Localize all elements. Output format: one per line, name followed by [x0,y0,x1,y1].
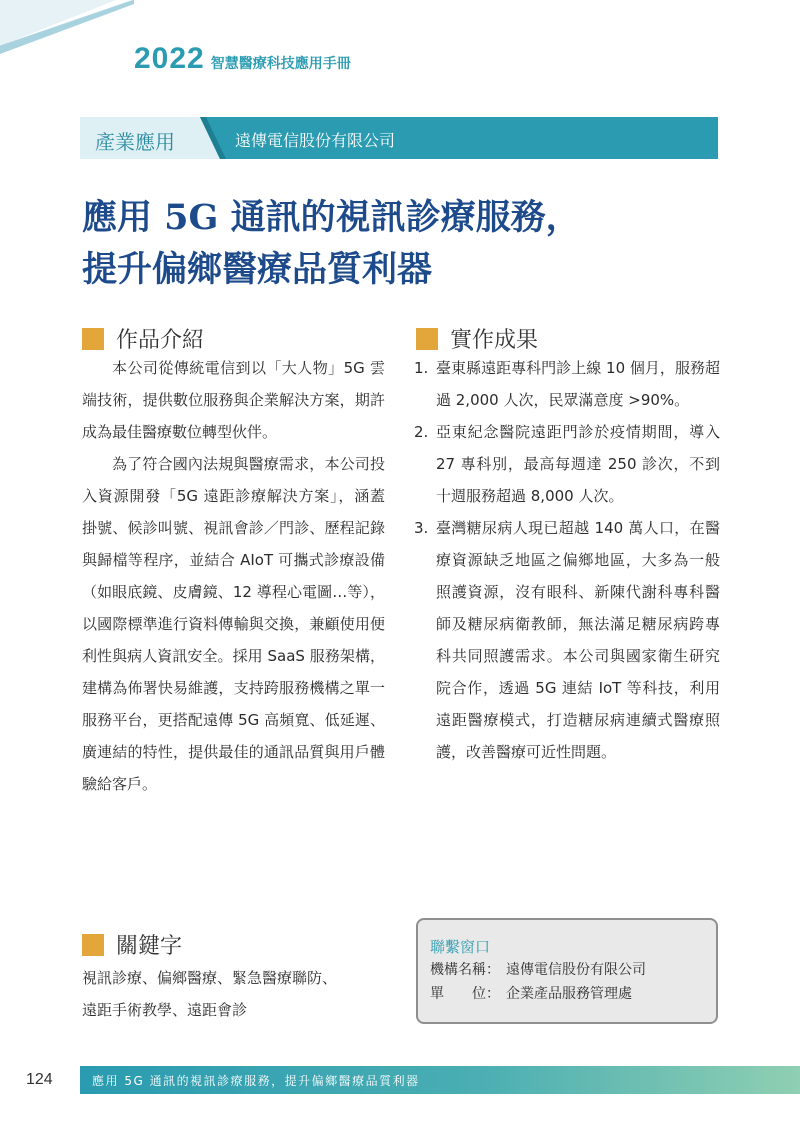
intro-paragraph-2: 為了符合國內法規與醫療需求，本公司投入資源開發「5G 遠距診療解決方案」，涵蓋掛號、候診叫號、視訊會診／門診、歷程記錄與歸檔等程序，並結合 AIoT 可攜式診療設備（如眼底鏡、皮膚鏡、12 導程心電圖…等），以國際標準進行資料傳輸與交換，兼顧使用便利性與病人資訊安全。採用 SaaS 服務架構，建構為佈署快易維護，支持跨服務機構之單一服務平台，更搭配遠傳 5G 高頻寬、低延遲、廣連結的特性，提供最佳的通訊品質與用戶體驗給客戶。 [82,455,385,793]
title-line-2: 提升偏鄉醫療品質利器 [82,249,433,290]
list-item-number: 3. [414,519,429,537]
intro-heading [82,323,204,354]
footer-bar [80,1066,800,1094]
page-title [82,192,722,296]
results-list [414,352,720,768]
intro-heading-text: 作品介紹 [116,328,205,353]
contact-org-label: 機構名稱： [430,962,500,978]
title-line-1: 應用 5G 通訊的視訊診療服務， [82,197,581,238]
list-item-text: 臺灣糖尿病人現已超越 140 萬人口，在醫療資源缺乏地區之偏鄉地區，大多為一般照護資源，沒有眼科、新陳代謝科專科醫師及糖尿病衛教師，無法滿足糖尿病跨專科共同照護需求。本公司與國家衛生研究院合作，透過 5G 連結 IoT 等科技，利用遠距醫療模式，打造糖尿病連續式醫療照護，改善醫療可近性問題。 [436,519,720,761]
keywords-line-2: 遠距手術教學、遠距會診 [82,1001,248,1019]
list-item-text: 亞東紀念醫院遠距門診於疫情期間，導入 27 專科別，最高每週達 250 診次，不到十週服務超過 8,000 人次。 [436,423,720,505]
intro-body [82,352,385,800]
results-heading-text: 實作成果 [450,328,539,353]
category-bar-shape [80,117,718,159]
list-item [414,512,720,768]
list-item-number: 1. [414,359,429,377]
contact-unit-value: 企業產品服務管理處 [506,986,632,1002]
category-bar [80,117,718,159]
handbook-title: 智慧醫療科技應用手冊 [210,56,351,72]
page-number: 124 [26,1071,53,1088]
contact-unit-label: 單 位： [430,986,500,1002]
category-label: 產業應用 [95,130,175,154]
contact-org-row [430,958,716,982]
contact-box [416,918,718,1024]
list-item [414,352,720,416]
list-item-number: 2. [414,423,429,441]
keywords-line-1: 視訊診療、偏鄉醫療、緊急醫療聯防、 [82,969,338,987]
contact-unit-row [430,982,716,1006]
results-heading [416,323,538,354]
handbook-year: 2022 [134,42,205,75]
heading-square-icon [82,328,104,350]
footer-running-title: 應用 5G 通訊的視訊診療服務，提升偏鄉醫療品質利器 [92,1074,420,1088]
keywords-heading-text: 關鍵字 [116,934,183,959]
list-item-text: 臺東縣遠距專科門診上線 10 個月，服務超過 2,000 人次，民眾滿意度 >90%。 [436,359,720,409]
list-item [414,416,720,512]
contact-title: 聯繫窗口 [430,938,491,956]
handbook-header [134,42,351,76]
keywords-body [82,962,392,1026]
keywords-heading [82,929,182,960]
contact-org-value: 遠傳電信股份有限公司 [506,962,646,978]
heading-square-icon [416,328,438,350]
intro-paragraph-1: 本公司從傳統電信到以「大人物」5G 雲端技術，提供數位服務與企業解決方案，期許成為最佳醫療數位轉型伙伴。 [82,359,385,441]
corner-decoration [0,0,140,80]
heading-square-icon [82,934,104,956]
company-name: 遠傳電信股份有限公司 [235,131,396,150]
